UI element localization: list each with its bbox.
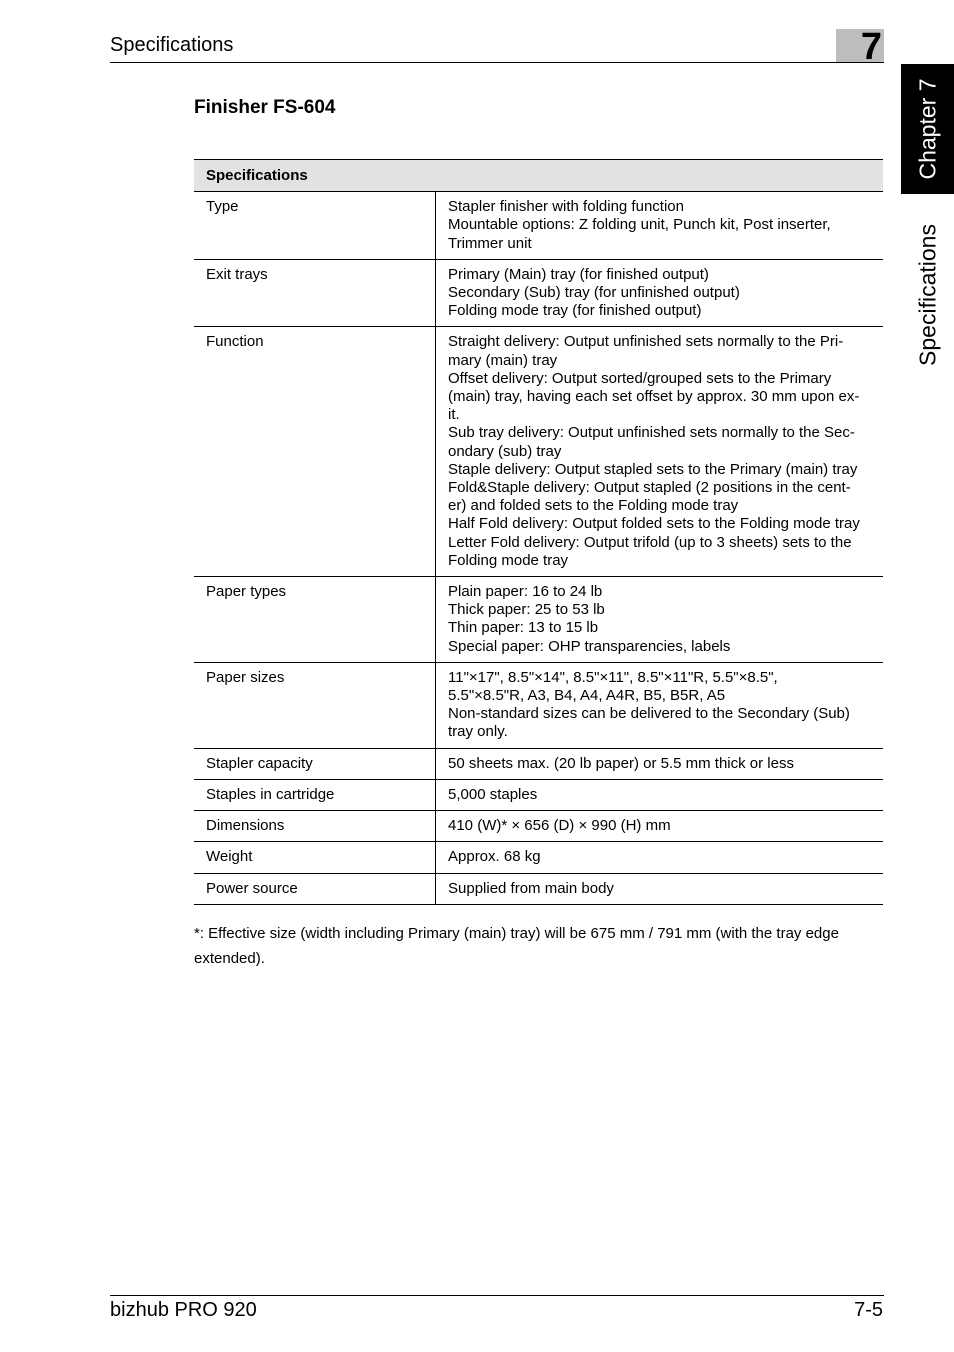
- row-value: [436, 748, 884, 779]
- row-value-line: Straight delivery: Output unfinished sets normally to the Pri-: [448, 333, 844, 351]
- row-value-line: Primary (Main) tray (for finished output): [448, 265, 709, 283]
- row-value: [436, 662, 884, 748]
- chapter-side-tab: [901, 64, 954, 194]
- row-value-line: Staple delivery: Output stapled sets to the Primary (main) tray: [448, 460, 858, 478]
- row-value-line: Special paper: OHP transparencies, labels: [448, 637, 731, 655]
- table-header-row: [194, 160, 883, 192]
- row-value-line: Offset delivery: Output sorted/grouped sets to the Primary: [448, 369, 832, 387]
- row-value-line: Non-standard sizes can be delivered to the Secondary (Sub): [448, 705, 850, 723]
- row-value-line: Folding mode tray (for finished output): [448, 302, 702, 320]
- row-value-line: 5.5"×8.5"R, A3, B4, A4, A4R, B5, B5R, A5: [448, 687, 726, 705]
- table-row: [194, 327, 883, 577]
- row-value-line: tray only.: [448, 723, 508, 741]
- row-value-line: 50 sheets max. (20 lb paper) or 5.5 mm thick or less: [448, 754, 794, 772]
- chapter-number: 7: [860, 26, 882, 68]
- section-side-label-text: Specifications: [914, 224, 940, 366]
- running-header-title: Specifications: [110, 34, 234, 56]
- footnote: *: Effective size (width including Primary (main) tray) will be 675 mm / 791 mm (with the tray edge extended).: [194, 925, 839, 967]
- row-value: [436, 327, 884, 577]
- row-label: Stapler capacity: [194, 748, 436, 779]
- row-value-line: (main) tray, having each set offset by approx. 30 mm upon ex-: [448, 388, 860, 406]
- row-value-line: it.: [448, 406, 460, 424]
- row-value: [436, 811, 884, 842]
- row-value-line: Folding mode tray: [448, 551, 569, 569]
- chapter-side-tab-label: Chapter 7: [914, 78, 940, 180]
- row-value-line: Thin paper: 13 to 15 lb: [448, 619, 599, 637]
- row-value: [436, 779, 884, 810]
- row-value-line: Approx. 68 kg: [448, 848, 541, 866]
- row-label: Paper types: [194, 577, 436, 663]
- specifications-table: [194, 159, 883, 905]
- row-value-line: Trimmer unit: [448, 234, 532, 252]
- row-value: [436, 259, 884, 327]
- row-value: [436, 842, 884, 873]
- section-side-label: [901, 210, 954, 380]
- row-value-line: Secondary (Sub) tray (for unfinished output): [448, 284, 740, 302]
- table-header: Specifications: [194, 160, 883, 192]
- row-label: Paper sizes: [194, 662, 436, 748]
- row-value-line: Fold&Staple delivery: Output stapled (2 positions in the cent-: [448, 479, 851, 497]
- row-value-line: Plain paper: 16 to 24 lb: [448, 583, 603, 601]
- row-label: Power source: [194, 873, 436, 904]
- footer-page-number: 7-5: [854, 1299, 883, 1321]
- row-value-line: Half Fold delivery: Output folded sets to the Folding mode tray: [448, 515, 860, 533]
- row-label: Dimensions: [194, 811, 436, 842]
- row-value-line: Thick paper: 25 to 53 lb: [448, 601, 605, 619]
- table-row: [194, 577, 883, 663]
- row-value: [436, 192, 884, 260]
- row-value-line: Letter Fold delivery: Output trifold (up to 3 sheets) sets to the: [448, 533, 852, 551]
- table-row: [194, 842, 883, 873]
- row-value-line: mary (main) tray: [448, 351, 558, 369]
- row-value-line: Supplied from main body: [448, 879, 614, 897]
- section-title: Finisher FS-604: [194, 97, 336, 118]
- row-label: Staples in cartridge: [194, 779, 436, 810]
- row-label: Exit trays: [194, 259, 436, 327]
- table-row: [194, 259, 883, 327]
- row-label: Function: [194, 327, 436, 577]
- table-row: [194, 192, 883, 260]
- row-value-line: ondary (sub) tray: [448, 442, 562, 460]
- row-value-line: 5,000 staples: [448, 785, 538, 803]
- row-value-line: er) and folded sets to the Folding mode tray: [448, 497, 739, 515]
- row-value-line: 410 (W)* × 656 (D) × 990 (H) mm: [448, 817, 671, 835]
- table-row: [194, 662, 883, 748]
- row-value-line: Sub tray delivery: Output unfinished sets normally to the Sec-: [448, 424, 855, 442]
- row-value-line: Stapler finisher with folding function: [448, 198, 684, 216]
- row-label: Weight: [194, 842, 436, 873]
- chapter-number-box: [836, 26, 884, 68]
- row-value: [436, 873, 884, 904]
- header-rule: [110, 62, 884, 63]
- footer-rule: [110, 1295, 884, 1296]
- footer-product-name: bizhub PRO 920: [110, 1299, 257, 1321]
- table-row: [194, 748, 883, 779]
- table-row: [194, 811, 883, 842]
- row-value: [436, 577, 884, 663]
- row-label: Type: [194, 192, 436, 260]
- row-value-line: 11"×17", 8.5"×14", 8.5"×11", 8.5"×11"R, 5.5"×8.5",: [448, 668, 778, 686]
- row-value-line: Mountable options: Z folding unit, Punch kit, Post inserter,: [448, 216, 831, 234]
- table-body: [194, 192, 883, 905]
- table-row: [194, 779, 883, 810]
- table-row: [194, 873, 883, 904]
